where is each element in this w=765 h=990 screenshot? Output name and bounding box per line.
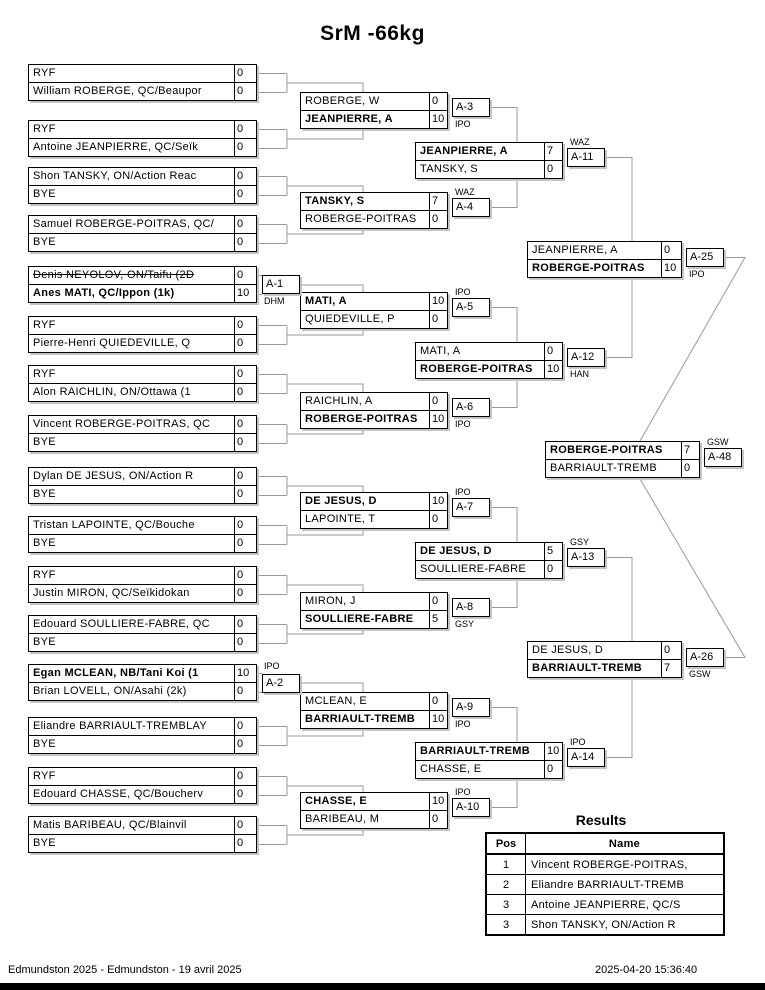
score-cell: 0 xyxy=(545,760,563,779)
competitor-name: BYE xyxy=(28,735,235,754)
competitor-row xyxy=(28,233,257,252)
match-r1-p14 xyxy=(28,717,257,754)
competitor-row xyxy=(28,682,257,701)
competitor-name: SOULLIERE-FABRE xyxy=(300,610,430,629)
competitor-row xyxy=(527,259,682,278)
score-cell: 10 xyxy=(662,259,682,278)
competitor-name: Anes MATI, QC/Ippon (1k) xyxy=(28,284,235,303)
score-cell: 0 xyxy=(235,834,257,853)
score-cell: 0 xyxy=(235,566,257,585)
match-number-tag: A-2 xyxy=(262,674,300,693)
score-cell: 10 xyxy=(430,410,448,429)
competitor-row xyxy=(28,485,257,504)
competitor-row xyxy=(300,310,448,329)
score-cell: 0 xyxy=(430,92,448,111)
competitor-row xyxy=(545,441,700,460)
competitor-row xyxy=(28,785,257,804)
result-code: GSW xyxy=(689,669,711,679)
competitor-row xyxy=(415,560,563,579)
competitor-name: Denis NEYOLOV, ON/Taifu (2D xyxy=(28,266,235,285)
result-code: IPO xyxy=(455,487,471,497)
match-r1-p3 xyxy=(28,167,257,204)
score-cell: 0 xyxy=(235,365,257,384)
score-cell: 5 xyxy=(430,610,448,629)
competitor-row xyxy=(527,659,682,678)
match-r1-p13 xyxy=(28,664,257,701)
result-name: Shon TANSKY, ON/Action R xyxy=(526,915,725,936)
match-r1-p4 xyxy=(28,215,257,252)
match-A-12 xyxy=(415,342,563,379)
competitor-name: RYF xyxy=(28,120,235,139)
competitor-row xyxy=(300,792,448,811)
competitor-name: Dylan DE JESUS, ON/Action R xyxy=(28,467,235,486)
competitor-name: BYE xyxy=(28,633,235,652)
results-row xyxy=(486,915,724,936)
competitor-name: Edouard CHASSE, QC/Boucherv xyxy=(28,785,235,804)
match-r1-p1 xyxy=(28,64,257,101)
match-r1-p11 xyxy=(28,566,257,603)
result-code: HAN xyxy=(570,369,590,379)
competitor-row xyxy=(415,542,563,561)
score-cell: 0 xyxy=(235,785,257,804)
match-number-tag: A-48 xyxy=(704,448,742,467)
competitor-row xyxy=(300,710,448,729)
competitor-name: BYE xyxy=(28,534,235,553)
score-cell: 5 xyxy=(545,542,563,561)
competitor-name: TANSKY, S xyxy=(300,192,430,211)
competitor-row xyxy=(28,82,257,101)
score-cell: 0 xyxy=(430,810,448,829)
match-r1-p7 xyxy=(28,365,257,402)
score-cell: 10 xyxy=(430,292,448,311)
score-cell: 10 xyxy=(545,360,563,379)
match-r1-p9 xyxy=(28,467,257,504)
match-A-7 xyxy=(300,492,448,529)
match-number-tag: A-3 xyxy=(452,98,490,117)
score-cell: 10 xyxy=(235,284,257,303)
event-footer: Edmundston 2025 - Edmundston - 19 avril 2025 xyxy=(8,964,242,976)
competitor-name: Antoine JEANPIERRE, QC/Seïk xyxy=(28,138,235,157)
competitor-name: BARRIAULT-TREMB xyxy=(545,459,682,478)
competitor-name: BYE xyxy=(28,233,235,252)
score-cell: 0 xyxy=(545,342,563,361)
competitor-row xyxy=(300,110,448,129)
match-number-tag: A-6 xyxy=(452,398,490,417)
competitor-row xyxy=(28,717,257,736)
competitor-row xyxy=(28,284,257,303)
score-cell: 0 xyxy=(235,534,257,553)
competitor-name: RYF xyxy=(28,64,235,83)
results-row xyxy=(486,895,724,915)
competitor-name: BYE xyxy=(28,485,235,504)
score-cell: 0 xyxy=(235,316,257,335)
timestamp: 2025-04-20 15:36:40 xyxy=(595,964,698,976)
match-number-tag: A-8 xyxy=(452,598,490,617)
match-number-tag: A-14 xyxy=(567,748,605,767)
competitor-name: ROBERGE-POITRAS xyxy=(415,360,545,379)
results-col-name: Name xyxy=(526,833,725,854)
competitor-row xyxy=(28,365,257,384)
match-number-tag: A-5 xyxy=(452,298,490,317)
competitor-name: RYF xyxy=(28,316,235,335)
result-position: 3 xyxy=(486,895,526,915)
score-cell: 0 xyxy=(430,510,448,529)
score-cell: 0 xyxy=(235,383,257,402)
score-cell: 0 xyxy=(235,816,257,835)
competitor-name: SOULLIERE-FABRE xyxy=(415,560,545,579)
match-number-tag: A-26 xyxy=(686,648,724,667)
competitor-row xyxy=(527,241,682,260)
competitor-name: QUIEDEVILLE, P xyxy=(300,310,430,329)
competitor-name: BARRIAULT-TREMB xyxy=(300,710,430,729)
competitor-name: ROBERGE, W xyxy=(300,92,430,111)
competitor-row xyxy=(28,266,257,285)
competitor-name: JEANPIERRE, A xyxy=(527,241,662,260)
competitor-row xyxy=(415,760,563,779)
competitor-name: RYF xyxy=(28,767,235,786)
competitor-name: MATI, A xyxy=(300,292,430,311)
score-cell: 0 xyxy=(235,334,257,353)
match-number-tag: A-10 xyxy=(452,798,490,817)
competitor-name: BARIBEAU, M xyxy=(300,810,430,829)
score-cell: 0 xyxy=(662,641,682,660)
match-A-10 xyxy=(300,792,448,829)
result-code: IPO xyxy=(455,719,471,729)
competitor-name: Alon RAICHLIN, ON/Ottawa (1 xyxy=(28,383,235,402)
match-A-13 xyxy=(415,542,563,579)
score-cell: 0 xyxy=(430,692,448,711)
competitor-row xyxy=(300,492,448,511)
competitor-name: CHASSE, E xyxy=(415,760,545,779)
competitor-name: Edouard SOULLIERE-FABRE, QC xyxy=(28,615,235,634)
competitor-row xyxy=(300,810,448,829)
competitor-row xyxy=(300,510,448,529)
competitor-name: ROBERGE-POITRAS xyxy=(527,259,662,278)
competitor-row xyxy=(28,120,257,139)
competitor-name: ROBERGE-POITRAS xyxy=(545,441,682,460)
score-cell: 0 xyxy=(430,592,448,611)
competitor-row xyxy=(28,584,257,603)
competitor-row xyxy=(28,334,257,353)
match-number-tag: A-11 xyxy=(567,148,605,167)
competitor-name: JEANPIERRE, A xyxy=(415,142,545,161)
score-cell: 0 xyxy=(235,167,257,186)
competitor-name: TANSKY, S xyxy=(415,160,545,179)
score-cell: 0 xyxy=(235,266,257,285)
competitor-name: CHASSE, E xyxy=(300,792,430,811)
competitor-name: LAPOINTE, T xyxy=(300,510,430,529)
competitor-name: DE JESUS, D xyxy=(527,641,662,660)
score-cell: 0 xyxy=(235,615,257,634)
results-table xyxy=(485,832,725,936)
competitor-name: Vincent ROBERGE-POITRAS, QC xyxy=(28,415,235,434)
match-A-6 xyxy=(300,392,448,429)
competitor-name: BYE xyxy=(28,185,235,204)
results-col-pos: Pos xyxy=(486,833,526,854)
result-code: DHM xyxy=(264,296,285,306)
competitor-row xyxy=(28,138,257,157)
score-cell: 7 xyxy=(545,142,563,161)
competitor-row xyxy=(28,735,257,754)
bottom-bar xyxy=(0,983,765,990)
result-position: 1 xyxy=(486,854,526,875)
competitor-row xyxy=(300,192,448,211)
result-name: Antoine JEANPIERRE, QC/S xyxy=(526,895,725,915)
competitor-name: RYF xyxy=(28,566,235,585)
result-code: IPO xyxy=(264,661,280,671)
score-cell: 0 xyxy=(235,735,257,754)
match-A-4 xyxy=(300,192,448,229)
competitor-row xyxy=(28,767,257,786)
score-cell: 0 xyxy=(235,415,257,434)
competitor-name: MIRON, J xyxy=(300,592,430,611)
score-cell: 0 xyxy=(545,560,563,579)
competitor-row xyxy=(28,816,257,835)
competitor-name: MCLEAN, E xyxy=(300,692,430,711)
competitor-row xyxy=(415,160,563,179)
competitor-name: Pierre-Henri QUIEDEVILLE, Q xyxy=(28,334,235,353)
competitor-row xyxy=(28,185,257,204)
match-number-tag: A-25 xyxy=(686,248,724,267)
score-cell: 0 xyxy=(235,682,257,701)
result-code: IPO xyxy=(455,119,471,129)
score-cell: 10 xyxy=(545,742,563,761)
score-cell: 0 xyxy=(235,215,257,234)
match-number-tag: A-7 xyxy=(452,498,490,517)
match-A-8 xyxy=(300,592,448,629)
score-cell: 0 xyxy=(235,584,257,603)
competitor-row xyxy=(300,210,448,229)
match-A-14 xyxy=(415,742,563,779)
match-A-3 xyxy=(300,92,448,129)
competitor-row xyxy=(28,664,257,683)
score-cell: 0 xyxy=(235,717,257,736)
competitor-name: Eliandre BARRIAULT-TREMBLAY xyxy=(28,717,235,736)
competitor-row xyxy=(28,834,257,853)
score-cell: 0 xyxy=(235,633,257,652)
score-cell: 7 xyxy=(662,659,682,678)
score-cell: 0 xyxy=(235,433,257,452)
results-header-row xyxy=(486,833,724,854)
competitor-row xyxy=(415,360,563,379)
result-code: WAZ xyxy=(570,137,590,147)
match-A-26 xyxy=(527,641,682,678)
score-cell: 10 xyxy=(430,110,448,129)
competitor-row xyxy=(415,342,563,361)
competitor-name: MATI, A xyxy=(415,342,545,361)
match-number-tag: A-13 xyxy=(567,548,605,567)
competitor-name: DE JESUS, D xyxy=(415,542,545,561)
match-A-48-final xyxy=(545,441,700,478)
competitor-name: Justin MIRON, QC/Seïkidokan xyxy=(28,584,235,603)
result-code: WAZ xyxy=(455,187,475,197)
match-number-tag: A-9 xyxy=(452,698,490,717)
competitor-row xyxy=(28,633,257,652)
match-r1-p16 xyxy=(28,816,257,853)
result-code: IPO xyxy=(689,269,705,279)
competitor-name: RAICHLIN, A xyxy=(300,392,430,411)
match-r1-p5 xyxy=(28,266,257,303)
competitor-name: BYE xyxy=(28,834,235,853)
competitor-row xyxy=(28,316,257,335)
score-cell: 0 xyxy=(430,392,448,411)
result-code: IPO xyxy=(455,419,471,429)
match-number-tag: A-4 xyxy=(452,198,490,217)
match-A-5 xyxy=(300,292,448,329)
score-cell: 7 xyxy=(682,441,700,460)
competitor-row xyxy=(545,459,700,478)
score-cell: 0 xyxy=(235,767,257,786)
competitor-name: BARRIAULT-TREMB xyxy=(415,742,545,761)
competitor-row xyxy=(28,534,257,553)
page-title: SrM -66kg xyxy=(320,22,425,45)
competitor-row xyxy=(28,615,257,634)
results-title: Results xyxy=(575,812,627,828)
match-r1-p6 xyxy=(28,316,257,353)
score-cell: 0 xyxy=(235,82,257,101)
match-r1-p15 xyxy=(28,767,257,804)
competitor-row xyxy=(300,592,448,611)
competitor-row xyxy=(28,433,257,452)
competitor-name: Egan MCLEAN, NB/Tani Koi (1 xyxy=(28,664,235,683)
competitor-row xyxy=(300,610,448,629)
score-cell: 0 xyxy=(430,210,448,229)
competitor-row xyxy=(415,142,563,161)
score-cell: 10 xyxy=(430,792,448,811)
competitor-row xyxy=(415,742,563,761)
score-cell: 0 xyxy=(235,467,257,486)
score-cell: 0 xyxy=(235,120,257,139)
competitor-row xyxy=(527,641,682,660)
score-cell: 0 xyxy=(235,516,257,535)
score-cell: 0 xyxy=(682,459,700,478)
result-name: Vincent ROBERGE-POITRAS, xyxy=(526,854,725,875)
competitor-row xyxy=(28,167,257,186)
competitor-name: Brian LOVELL, ON/Asahi (2k) xyxy=(28,682,235,701)
score-cell: 0 xyxy=(235,138,257,157)
result-code: GSY xyxy=(570,537,590,547)
match-number-tag: A-12 xyxy=(567,348,605,367)
score-cell: 0 xyxy=(662,241,682,260)
result-code: IPO xyxy=(455,787,471,797)
competitor-row xyxy=(28,415,257,434)
match-r1-p10 xyxy=(28,516,257,553)
match-A-25 xyxy=(527,241,682,278)
competitor-row xyxy=(28,215,257,234)
match-r1-p8 xyxy=(28,415,257,452)
competitor-name: William ROBERGE, QC/Beaupor xyxy=(28,82,235,101)
score-cell: 0 xyxy=(235,233,257,252)
match-A-9 xyxy=(300,692,448,729)
result-code: IPO xyxy=(570,737,586,747)
competitor-row xyxy=(28,383,257,402)
competitor-row xyxy=(300,392,448,411)
score-cell: 10 xyxy=(430,492,448,511)
competitor-name: Shon TANSKY, ON/Action Reac xyxy=(28,167,235,186)
competitor-row xyxy=(28,467,257,486)
match-number-tag: A-1 xyxy=(262,275,300,294)
competitor-row xyxy=(300,692,448,711)
result-code: IPO xyxy=(455,287,471,297)
competitor-name: Tristan LAPOINTE, QC/Bouche xyxy=(28,516,235,535)
score-cell: 7 xyxy=(430,192,448,211)
score-cell: 10 xyxy=(430,710,448,729)
match-A-11 xyxy=(415,142,563,179)
competitor-name: JEANPIERRE, A xyxy=(300,110,430,129)
match-r1-p2 xyxy=(28,120,257,157)
competitor-name: ROBERGE-POITRAS xyxy=(300,410,430,429)
competitor-name: RYF xyxy=(28,365,235,384)
results-row xyxy=(486,875,724,895)
score-cell: 0 xyxy=(430,310,448,329)
competitor-name: ROBERGE-POITRAS xyxy=(300,210,430,229)
match-r1-p12 xyxy=(28,615,257,652)
competitor-row xyxy=(300,410,448,429)
competitor-row xyxy=(300,292,448,311)
competitor-row xyxy=(300,92,448,111)
result-code: GSW xyxy=(707,437,729,447)
score-cell: 0 xyxy=(235,485,257,504)
competitor-name: Matis BARIBEAU, QC/Blainvil xyxy=(28,816,235,835)
competitor-name: BYE xyxy=(28,433,235,452)
competitor-name: DE JESUS, D xyxy=(300,492,430,511)
competitor-name: BARRIAULT-TREMB xyxy=(527,659,662,678)
competitor-name: Samuel ROBERGE-POITRAS, QC/ xyxy=(28,215,235,234)
competitor-row xyxy=(28,64,257,83)
score-cell: 0 xyxy=(545,160,563,179)
results-row xyxy=(486,854,724,875)
competitor-row xyxy=(28,516,257,535)
score-cell: 10 xyxy=(235,664,257,683)
competitor-row xyxy=(28,566,257,585)
result-position: 3 xyxy=(486,915,526,936)
score-cell: 0 xyxy=(235,64,257,83)
score-cell: 0 xyxy=(235,185,257,204)
result-code: GSY xyxy=(455,619,475,629)
result-name: Eliandre BARRIAULT-TREMB xyxy=(526,875,725,895)
result-position: 2 xyxy=(486,875,526,895)
